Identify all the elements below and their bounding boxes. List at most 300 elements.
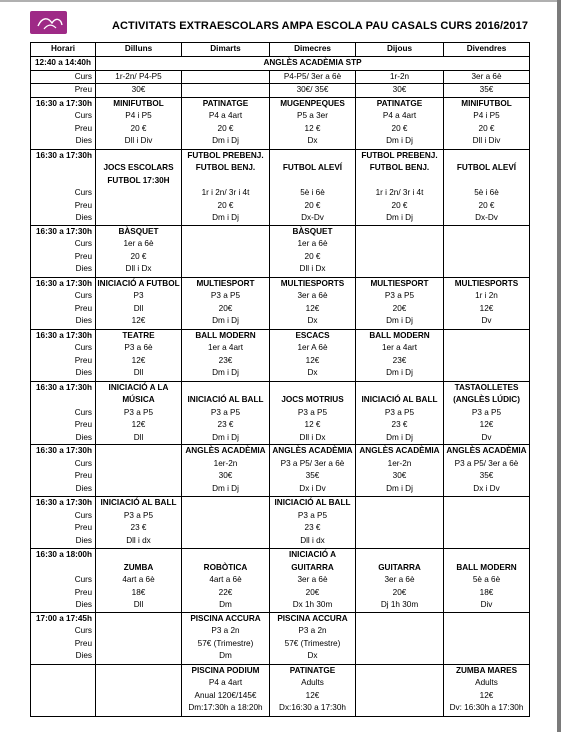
activity-cell	[270, 549, 356, 613]
activity-curs: 1er a 6è	[123, 239, 154, 248]
activity-cell	[96, 277, 182, 329]
activity-dies	[444, 263, 529, 276]
activity-preu: 12€	[479, 303, 494, 313]
activity-name: ANGLÈS ACADÈMIA	[185, 446, 266, 455]
activity-cell	[270, 612, 356, 664]
activity-name: MULTIESPORTS	[454, 278, 519, 288]
activity-curs: 1er a 6è	[297, 239, 328, 248]
activity-name: BALL MODERN	[195, 330, 256, 340]
activity-curs	[96, 458, 181, 471]
header-horari: Horari	[31, 43, 96, 57]
activity-dies: Dm i Dj	[212, 213, 239, 222]
activity-preu: 20 €	[130, 123, 147, 133]
activity-name: MULTIESPORTS	[280, 278, 345, 288]
activity-name: JOCS ESCOLARS	[103, 163, 174, 172]
activity-cell	[182, 664, 270, 716]
activity-name: PATINATGE	[289, 665, 336, 675]
activity-dies: Dx i Dv	[473, 483, 500, 493]
dies-label: Dies	[75, 483, 92, 493]
activity-detail: Dm:17:30h a 18:20h	[188, 703, 263, 712]
curs-label: Curs	[74, 575, 92, 584]
activity-cell	[96, 549, 182, 613]
activity-dies	[444, 535, 529, 548]
activity-curs	[182, 510, 269, 523]
activity-preu	[444, 251, 529, 264]
activity-curs: 3er a 6è	[297, 575, 328, 584]
activity-cell	[444, 549, 530, 613]
english-time: 12:40 a 14:40h	[31, 57, 96, 71]
activity-name	[182, 175, 269, 188]
activity-dies	[96, 650, 181, 663]
activity-cell	[182, 329, 270, 381]
activity-dies	[182, 535, 269, 548]
activity-curs: 3er a 6è	[297, 291, 328, 300]
activity-curs: P3 a 2n	[211, 626, 240, 635]
activity-curs: P4 i P5	[473, 111, 500, 120]
activity-name	[182, 549, 269, 562]
activity-preu: 20 €	[478, 123, 495, 133]
activity-name: FUTBOL ALEVÍ	[456, 163, 517, 172]
activity-preu: Dll	[133, 303, 144, 313]
activity-curs: P3 a 6è	[124, 343, 153, 352]
activity-name: INICIACIÓ AL BALL	[100, 498, 177, 507]
activity-preu: 12€	[305, 303, 320, 313]
activity-name: PISCINA ACCURA	[190, 613, 261, 623]
activity-cell	[182, 445, 270, 497]
activity-name	[182, 497, 269, 510]
activity-cell	[182, 497, 270, 549]
activity-dies: Dv	[481, 316, 492, 325]
activity-dies: Dx	[307, 316, 318, 325]
activity-name: ZUMBA MARES	[455, 665, 518, 675]
time-block-row	[31, 225, 530, 277]
activity-preu: 20€	[392, 587, 407, 597]
activity-name: (ANGLÈS LÚDIC)	[453, 395, 520, 404]
label-spacer	[31, 175, 92, 188]
activity-dies: Dll i dx	[300, 535, 325, 545]
activity-name: PISCINA ACCURA	[277, 613, 348, 623]
activity-curs	[96, 625, 181, 638]
activity-curs: 1r i 2n	[475, 291, 498, 300]
activity-preu: 57€ (Trimestre)	[197, 638, 254, 648]
dies-label: Dies	[75, 316, 92, 325]
activity-preu: 20 €	[217, 200, 234, 210]
activity-name: TASTAOLLETES	[454, 382, 519, 392]
activity-dies: Dx	[307, 368, 318, 377]
activity-name: INICIACIÓ AL BALL	[187, 395, 264, 404]
activity-curs: P3 a P5	[471, 407, 502, 417]
activity-cell	[96, 445, 182, 497]
activity-dies: Dm i Dj	[212, 483, 239, 493]
activity-curs: 3er a 6è	[384, 575, 415, 584]
curs-label: Curs	[74, 111, 92, 120]
curs-label: Curs	[74, 510, 92, 520]
activity-name	[356, 665, 443, 678]
time-block-labels	[31, 445, 96, 497]
english-preu-dilluns: 30€	[96, 84, 182, 98]
activity-dies: 12€	[131, 316, 146, 325]
activity-dies: Dll i Dx	[299, 432, 326, 442]
activity-name	[356, 226, 443, 239]
activity-curs	[182, 238, 269, 251]
activity-curs: 4art a 6è	[122, 575, 155, 584]
time-block-row	[31, 329, 530, 381]
activity-name: MINIFUTBOL	[113, 98, 164, 108]
activity-curs: P3 a P5/ 3er a 6è	[280, 458, 345, 468]
activity-detail: Anual 120€/145€	[194, 690, 257, 700]
time-label: 16:30 a 18:00h	[36, 550, 92, 559]
activity-detail	[356, 690, 443, 703]
activity-curs	[356, 238, 443, 251]
activity-cell	[270, 149, 356, 225]
activity-cell	[444, 381, 530, 445]
activity-preu	[444, 522, 529, 535]
preu-label: Preu	[74, 251, 92, 261]
activity-cell	[270, 277, 356, 329]
activity-cell	[356, 329, 444, 381]
time-label: 16:30 a 17:30h	[36, 498, 92, 507]
activity-curs	[444, 625, 529, 638]
activity-name: FUTBOL ALEVÍ	[282, 163, 343, 172]
activity-name: ANGLÈS ACADÈMIA	[359, 446, 440, 455]
activity-cell	[182, 549, 270, 613]
activity-cell	[182, 97, 270, 149]
activity-name: PATINATGE	[376, 98, 423, 108]
activity-dies: Dll	[133, 368, 144, 377]
dies-label: Dies	[75, 264, 92, 273]
activity-name: TEATRE	[122, 330, 155, 340]
activity-cell	[96, 664, 182, 716]
dies-label: Dies	[75, 432, 92, 442]
activity-preu: 57€ (Trimestre)	[284, 638, 341, 648]
activity-preu: 20 €	[391, 123, 408, 133]
activity-preu: 18€	[131, 587, 146, 597]
activity-name	[356, 382, 443, 395]
preu-label: Preu	[74, 471, 92, 480]
activity-name: PISCINA PODIUM	[191, 665, 260, 675]
activity-preu: 12€	[131, 420, 146, 429]
activity-name: ZUMBA	[123, 562, 154, 572]
activity-name: GUITARRA	[291, 562, 334, 572]
activity-dies	[444, 367, 529, 380]
time-label: 16:30 a 17:30h	[36, 278, 92, 288]
activity-name: MULTIESPORT	[196, 278, 255, 288]
time-block-row	[31, 612, 530, 664]
preu-label: Preu	[74, 420, 92, 429]
activity-name	[356, 175, 443, 188]
last-row-labels	[31, 664, 96, 716]
activity-curs: 1er a 4art	[381, 343, 418, 352]
activity-preu	[96, 470, 181, 483]
activity-cell	[356, 549, 444, 613]
activity-preu	[96, 638, 181, 651]
activity-dies: Dll i Div	[124, 136, 153, 145]
activity-cell	[356, 225, 444, 277]
activity-name	[96, 549, 181, 562]
last-row	[31, 664, 530, 716]
activity-preu: 23€	[392, 355, 407, 365]
activity-name	[356, 497, 443, 510]
activity-detail: Adults	[301, 678, 324, 687]
header-dijous: Dijous	[356, 43, 444, 57]
activity-name	[270, 382, 355, 395]
activity-curs: P3 a P5	[384, 291, 415, 300]
activity-name	[96, 613, 181, 626]
activity-cell	[96, 381, 182, 445]
activity-curs: P3 a P5	[297, 510, 328, 520]
activity-dies: Dm i Dj	[386, 368, 413, 377]
activity-dies: Dm i Dj	[386, 213, 413, 222]
time-block-row	[31, 445, 530, 497]
dies-label: Dies	[75, 213, 92, 222]
page-title: ACTIVITATS EXTRAESCOLARS AMPA ESCOLA PAU CASALS CURS 2016/2017	[111, 20, 529, 32]
activity-name: FUTBOL BENJ.	[369, 163, 430, 172]
curs-label: Curs	[74, 458, 92, 468]
activity-dies	[444, 650, 529, 663]
activity-curs: 1r i 2n/ 3r i 4t	[201, 188, 250, 197]
activity-curs	[96, 187, 181, 200]
activity-dies: Dm i Dj	[212, 316, 239, 325]
activity-dies: Dj 1h 30m	[380, 600, 419, 609]
activity-cell	[270, 445, 356, 497]
activity-name: FUTBOL PREBENJ.	[361, 150, 438, 160]
activity-dies	[356, 535, 443, 548]
activity-cell	[356, 612, 444, 664]
activity-cell	[96, 612, 182, 664]
activity-name: PATINATGE	[202, 98, 249, 108]
activity-dies: Dx-Dv	[475, 213, 498, 222]
activity-preu: 20 €	[217, 123, 234, 133]
activity-preu	[356, 638, 443, 651]
activity-cell	[182, 612, 270, 664]
time-block-labels	[31, 329, 96, 381]
activity-curs: 1er-2n	[387, 458, 412, 468]
activity-detail: P4 a 4art	[208, 678, 243, 687]
activity-cell	[444, 497, 530, 549]
time-block-row	[31, 381, 530, 445]
activity-name: ANGLÈS ACADÈMIA	[272, 446, 353, 455]
activity-detail	[356, 702, 443, 715]
time-block-labels	[31, 225, 96, 277]
time-label: 17:00 a 17:45h	[36, 613, 92, 623]
activity-curs: P3 a P5	[297, 407, 328, 417]
activity-dies: Dm i Dj	[386, 432, 413, 442]
header-divendres: Divendres	[444, 43, 530, 57]
curs-label: Curs	[74, 188, 92, 197]
activity-cell	[96, 225, 182, 277]
activity-preu: 30€	[392, 471, 407, 480]
activity-preu: 20€	[218, 303, 233, 313]
activity-cell	[356, 497, 444, 549]
header-dimarts: Dimarts	[182, 43, 270, 57]
activity-preu: 35€	[305, 471, 320, 480]
label-spacer	[31, 162, 92, 175]
activity-dies: Dx	[307, 136, 318, 145]
activity-cell	[444, 612, 530, 664]
activity-preu: 35€	[479, 471, 494, 480]
activity-name	[356, 549, 443, 562]
activity-preu: 12 €	[304, 420, 321, 429]
activity-curs: 4art a 6è	[209, 575, 242, 584]
activity-preu: 23 €	[217, 420, 234, 429]
header-dimecres: Dimecres	[270, 43, 356, 57]
activity-curs	[444, 510, 529, 523]
activity-dies: Dll i Dx	[299, 264, 326, 273]
activity-curs: P3 a P5	[210, 291, 241, 300]
time-block-labels	[31, 149, 96, 225]
activities-table	[30, 42, 530, 717]
time-label: 16:30 a 17:30h	[36, 330, 92, 340]
activity-preu	[96, 200, 181, 213]
english-curs-dimecres: P4-P5/ 3er a 6è	[270, 70, 356, 84]
curs-label: Curs	[74, 239, 92, 248]
activity-name	[444, 150, 529, 163]
activity-dies	[356, 263, 443, 276]
activity-curs: P5 a 3er	[297, 111, 328, 120]
activity-name	[270, 175, 355, 188]
activity-detail: 12€	[479, 690, 494, 700]
english-name: ANGLÈS ACADÈMIA STP	[96, 57, 530, 71]
activity-cell	[96, 329, 182, 381]
english-curs-dimarts	[182, 70, 270, 84]
activity-cell	[182, 149, 270, 225]
preu-label: Preu	[31, 84, 96, 98]
activity-name	[182, 382, 269, 395]
activity-detail	[96, 690, 181, 703]
dies-label: Dies	[75, 600, 92, 609]
activity-cell	[270, 329, 356, 381]
activity-name	[444, 175, 529, 188]
activity-dies: Dm i Dj	[212, 368, 239, 377]
activity-preu: 23 €	[130, 523, 147, 532]
activity-detail: Adults	[475, 678, 498, 687]
activity-preu	[356, 251, 443, 264]
activity-preu: 20 €	[304, 251, 321, 261]
activity-name: INICIACIÓ AL BALL	[274, 498, 351, 507]
activity-dies: Dll	[133, 432, 144, 442]
activity-cell	[444, 277, 530, 329]
activity-curs: 5è a 6è	[472, 575, 501, 584]
activity-name	[356, 613, 443, 626]
activity-name	[96, 665, 181, 678]
activity-name: FUTBOL BENJ.	[195, 163, 256, 172]
activity-preu	[444, 638, 529, 651]
activity-name: ESCACS	[295, 330, 330, 340]
activity-cell	[444, 97, 530, 149]
activity-name: FUTBOL 17:30H	[107, 175, 170, 185]
time-label: 16:30 a 17:30h	[36, 150, 92, 160]
activity-name	[444, 330, 529, 343]
activity-preu: 12 €	[304, 123, 321, 133]
activity-dies: Dll i Div	[472, 136, 501, 145]
window-right-border	[557, 0, 561, 732]
activity-preu: 20 €	[304, 200, 321, 210]
dies-label: Dies	[75, 136, 92, 145]
time-label: 16:30 a 17:30h	[36, 446, 92, 455]
activity-preu	[182, 522, 269, 535]
activity-cell	[182, 381, 270, 445]
activity-cell	[182, 277, 270, 329]
activity-preu: 12€	[305, 355, 320, 365]
activity-preu: 12€	[131, 355, 146, 365]
activity-cell	[444, 664, 530, 716]
activity-dies: Dm i Dj	[386, 136, 413, 145]
activity-cell	[356, 664, 444, 716]
activity-preu: 23 €	[391, 420, 408, 429]
english-preu-dimecres: 30€/ 35€	[270, 84, 356, 98]
curs-label: Curs	[74, 343, 92, 352]
activity-preu	[356, 522, 443, 535]
time-label: 16:30 a 17:30h	[36, 226, 92, 236]
dies-label: Dies	[75, 535, 92, 545]
activity-dies: Dx	[307, 651, 318, 660]
activity-dies: Dll i dx	[126, 535, 151, 545]
english-row-curs	[31, 70, 530, 84]
activity-preu: 23 €	[304, 523, 321, 532]
activity-cell	[356, 277, 444, 329]
activity-name: MINIFUTBOL	[461, 98, 512, 108]
activity-name: BALL MODERN	[456, 562, 517, 572]
activity-dies: Dll i Dx	[125, 264, 152, 273]
activity-curs	[444, 238, 529, 251]
activity-cell	[270, 497, 356, 549]
preu-label: Preu	[74, 523, 92, 532]
window-top-border	[0, 0, 561, 2]
activity-name: ANGLÈS ACADÈMIA	[446, 446, 527, 455]
activity-preu: 23€	[218, 355, 233, 365]
time-block-labels	[31, 277, 96, 329]
activity-dies: Dm i Dj	[386, 316, 413, 325]
time-block-labels	[31, 549, 96, 613]
time-label: 16:30 a 17:30h	[36, 382, 92, 392]
activity-dies: Dm i Dj	[212, 432, 239, 442]
activity-name: MÚSICA	[122, 395, 155, 404]
activity-curs: P4 a 4art	[382, 111, 417, 120]
activity-detail	[96, 702, 181, 715]
activity-cell	[444, 445, 530, 497]
activity-detail: 12€	[305, 690, 320, 700]
activity-preu: 22€	[218, 587, 233, 597]
activity-cell	[270, 664, 356, 716]
activity-dies: Dx i Dv	[299, 483, 326, 493]
activity-preu: 20 €	[130, 251, 147, 261]
dies-label: Dies	[75, 651, 92, 660]
time-block-row	[31, 277, 530, 329]
activity-preu: 20 €	[391, 200, 408, 210]
activity-cell	[182, 225, 270, 277]
activity-curs: P4 a 4art	[208, 111, 243, 120]
header-row	[31, 43, 530, 57]
activity-dies: Dx 1h 30m	[292, 600, 333, 609]
activity-dies: Dll	[133, 600, 144, 609]
english-curs-dilluns: 1r-2n/ P4-P5	[96, 70, 182, 84]
activity-cell	[270, 381, 356, 445]
activity-dies: Dm i Dj	[212, 136, 239, 145]
activity-name	[270, 150, 355, 163]
activity-name: INICIACIÓ A LA	[108, 382, 169, 392]
time-block-labels	[31, 97, 96, 149]
activity-cell	[444, 225, 530, 277]
activity-cell	[270, 225, 356, 277]
activity-preu	[182, 251, 269, 264]
activity-dies: Dm i Dj	[386, 483, 413, 493]
activity-curs	[356, 625, 443, 638]
activity-curs: 5è i 6è	[300, 188, 325, 197]
time-block-row	[31, 497, 530, 549]
activity-cell	[444, 149, 530, 225]
activity-curs: 1er A 6è	[297, 343, 328, 352]
activity-detail: Dv: 16:30h a 17:30h	[449, 703, 524, 712]
